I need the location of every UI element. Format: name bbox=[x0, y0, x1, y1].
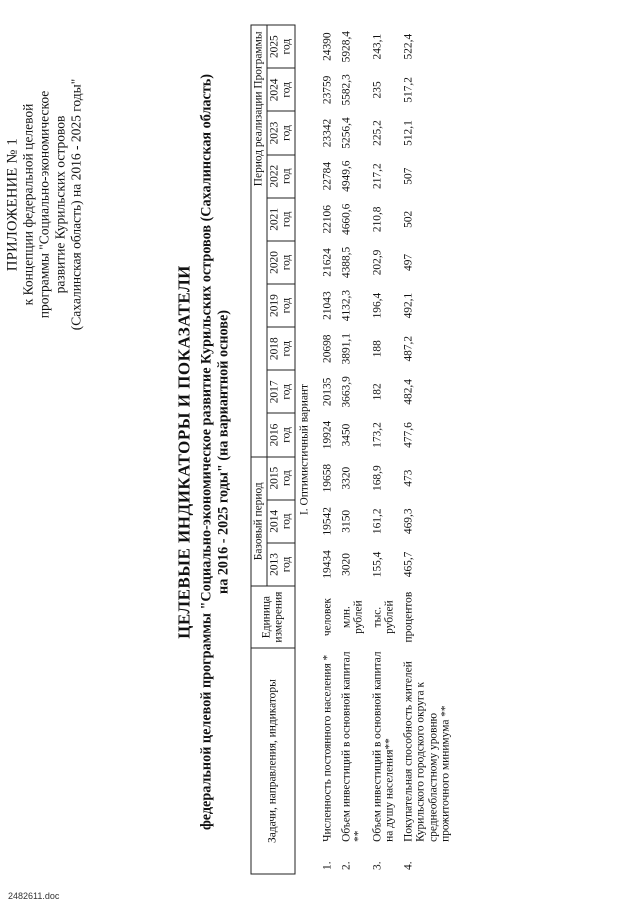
indicator-value: 202,9 bbox=[371, 249, 383, 276]
indicator-name: Покупательная способность жителей Курильского городского округа к среднеобластному уровню прожиточного минимума ** bbox=[402, 661, 452, 842]
indicator-value: 517,2 bbox=[402, 77, 414, 103]
year-value: 2017 bbox=[268, 380, 280, 404]
table-row bbox=[368, 25, 399, 874]
indicator-value: 225,2 bbox=[371, 120, 383, 146]
appendix-line: программы "Социально-экономическое bbox=[36, 90, 52, 319]
year-label: год bbox=[280, 427, 293, 443]
indicator-value: 22784 bbox=[321, 161, 334, 191]
indicator-value: 21624 bbox=[321, 248, 334, 277]
year-value: 2019 bbox=[268, 294, 280, 317]
indicator-value: 155,4 bbox=[371, 551, 383, 578]
indicator-value: 235 bbox=[371, 81, 383, 99]
indicator-value: 3150 bbox=[340, 509, 352, 533]
year-value: 2013 bbox=[268, 553, 280, 576]
indicator-value: 512,1 bbox=[402, 120, 414, 146]
indicator-unit: процентов bbox=[402, 591, 414, 643]
section-title: I. Оптимистичный вариант bbox=[298, 384, 310, 515]
indicator-value: 5928,4 bbox=[340, 31, 352, 63]
row-number: 3. bbox=[371, 861, 383, 870]
indicator-value: 22106 bbox=[321, 205, 334, 234]
year-label: год bbox=[280, 297, 293, 314]
header-base-period: Базовый период bbox=[251, 457, 267, 586]
year-value: 2022 bbox=[268, 164, 280, 188]
indicator-unit: человек bbox=[321, 598, 334, 637]
year-label: год bbox=[280, 82, 293, 98]
appendix-line: (Сахалинская область) на 2016 - 2025 годы" bbox=[68, 78, 84, 331]
subtitle-line: федеральной целевой программы "Социально-экономическое развитие Курильских островов (Сахалинская область) bbox=[198, 73, 215, 831]
indicator-value: 482,4 bbox=[402, 379, 414, 405]
table-body bbox=[295, 25, 456, 874]
year-header bbox=[267, 370, 295, 413]
indicator-value: 210,8 bbox=[371, 206, 383, 233]
indicator-value: 4660,6 bbox=[340, 203, 352, 235]
indicator-name: Объем инвестиций в основной капитал ** bbox=[340, 651, 365, 842]
indicator-unit: тыс. рублей bbox=[371, 600, 396, 634]
indicator-value: 3891,1 bbox=[340, 333, 352, 365]
indicator-unit: млн. рублей bbox=[340, 600, 365, 634]
indicator-value: 243,1 bbox=[371, 33, 383, 60]
appendix-line: развитие Курильских островов bbox=[52, 115, 68, 294]
year-value: 2025 bbox=[268, 35, 280, 59]
year-label: год bbox=[280, 556, 293, 573]
indicator-value: 3663,9 bbox=[340, 376, 352, 408]
year-value: 2016 bbox=[268, 423, 280, 447]
document-title: ЦЕЛЕВЫЕ ИНДИКАТОРЫ И ПОКАЗАТЕЛИ bbox=[174, 265, 194, 639]
year-header bbox=[267, 25, 295, 68]
year-header bbox=[267, 327, 295, 370]
indicator-name: Численность постоянного населения * bbox=[321, 654, 334, 842]
indicator-value: 188 bbox=[371, 340, 383, 358]
header-indicators: Задачи, направления, индикаторы bbox=[251, 648, 295, 874]
indicator-value: 161,2 bbox=[371, 508, 383, 535]
doc-code: 2482611.doc bbox=[8, 891, 60, 901]
indicator-value: 21043 bbox=[321, 291, 334, 320]
table-row bbox=[337, 25, 368, 874]
year-value: 2018 bbox=[268, 337, 280, 361]
year-header bbox=[267, 241, 295, 284]
indicator-value: 5256,4 bbox=[340, 117, 352, 149]
indicator-value: 217,2 bbox=[371, 163, 383, 189]
indicator-value: 487,2 bbox=[402, 335, 414, 362]
indicator-value: 502 bbox=[402, 210, 414, 228]
year-label: год bbox=[280, 470, 293, 486]
indicator-value: 19542 bbox=[321, 507, 334, 536]
document-subtitle bbox=[199, 0, 233, 905]
year-value: 2014 bbox=[268, 509, 280, 533]
indicator-value: 19924 bbox=[321, 420, 334, 450]
indicator-value: 3450 bbox=[340, 423, 352, 447]
year-header bbox=[267, 111, 295, 154]
indicator-value: 24390 bbox=[321, 32, 334, 61]
indicators-table bbox=[251, 25, 456, 875]
indicator-value: 465,7 bbox=[402, 551, 414, 578]
indicator-value: 473 bbox=[402, 469, 414, 487]
section-row bbox=[295, 25, 314, 874]
year-header bbox=[267, 413, 295, 456]
year-header bbox=[267, 500, 295, 543]
year-label: год bbox=[280, 125, 293, 141]
appendix-header: ПРИЛОЖЕНИЕ № 1 bbox=[4, 137, 21, 272]
year-header bbox=[267, 457, 295, 500]
year-label: год bbox=[280, 384, 293, 400]
year-label: год bbox=[280, 38, 293, 55]
row-number: 2. bbox=[340, 861, 352, 870]
table-row bbox=[399, 25, 455, 874]
indicator-value: 4132,3 bbox=[340, 289, 352, 322]
year-label: год bbox=[280, 513, 293, 530]
indicator-value: 469,3 bbox=[402, 508, 414, 535]
row-number: 4. bbox=[402, 861, 414, 870]
year-value: 2020 bbox=[268, 251, 280, 274]
indicator-value: 19658 bbox=[321, 463, 334, 493]
indicator-value: 173,2 bbox=[371, 422, 383, 448]
subtitle-line: на 2016 - 2025 годы" (на вариантной основе) bbox=[215, 310, 232, 594]
indicator-value: 477,6 bbox=[402, 422, 414, 448]
indicator-name: Объем инвестиций в основной капитал на душу населения** bbox=[371, 651, 396, 842]
indicator-value: 23759 bbox=[321, 75, 334, 105]
rotated-sheet bbox=[1, 0, 640, 905]
year-label: год bbox=[280, 211, 293, 228]
indicator-value: 168,9 bbox=[371, 465, 383, 491]
indicator-value: 3320 bbox=[340, 466, 352, 490]
indicator-value: 5582,3 bbox=[340, 74, 352, 106]
indicator-value: 492,1 bbox=[402, 292, 414, 319]
year-value: 2023 bbox=[268, 121, 280, 145]
indicator-value: 23342 bbox=[321, 118, 334, 148]
indicator-value: 19434 bbox=[321, 550, 334, 579]
table-header-row bbox=[251, 25, 267, 874]
row-number: 1. bbox=[321, 861, 334, 870]
indicator-value: 20135 bbox=[321, 377, 334, 407]
year-label: год bbox=[280, 340, 293, 357]
year-label: год bbox=[280, 254, 293, 271]
indicator-value: 182 bbox=[371, 383, 383, 401]
indicator-value: 3020 bbox=[340, 553, 352, 576]
indicator-value: 497 bbox=[402, 253, 414, 271]
year-value: 2021 bbox=[268, 207, 280, 231]
year-value: 2015 bbox=[268, 466, 280, 490]
year-header bbox=[267, 284, 295, 327]
indicator-value: 4949,6 bbox=[340, 160, 352, 192]
indicator-value: 20698 bbox=[321, 334, 334, 363]
indicator-value: 4388,5 bbox=[340, 246, 352, 279]
header-unit: Единица измерения bbox=[251, 586, 295, 648]
year-header bbox=[267, 68, 295, 111]
indicator-value: 507 bbox=[402, 167, 414, 185]
year-label: год bbox=[280, 168, 293, 184]
indicator-value: 196,4 bbox=[371, 292, 383, 319]
header-program-period: Период реализации Программы bbox=[251, 25, 267, 457]
year-header bbox=[267, 198, 295, 241]
appendix-line: к Концепции федеральной целевой bbox=[20, 103, 36, 306]
appendix-block bbox=[5, 40, 85, 370]
year-value: 2024 bbox=[268, 78, 280, 102]
year-header bbox=[267, 543, 295, 586]
indicator-value: 522,4 bbox=[402, 33, 414, 60]
year-header bbox=[267, 155, 295, 198]
table-row bbox=[314, 25, 338, 874]
